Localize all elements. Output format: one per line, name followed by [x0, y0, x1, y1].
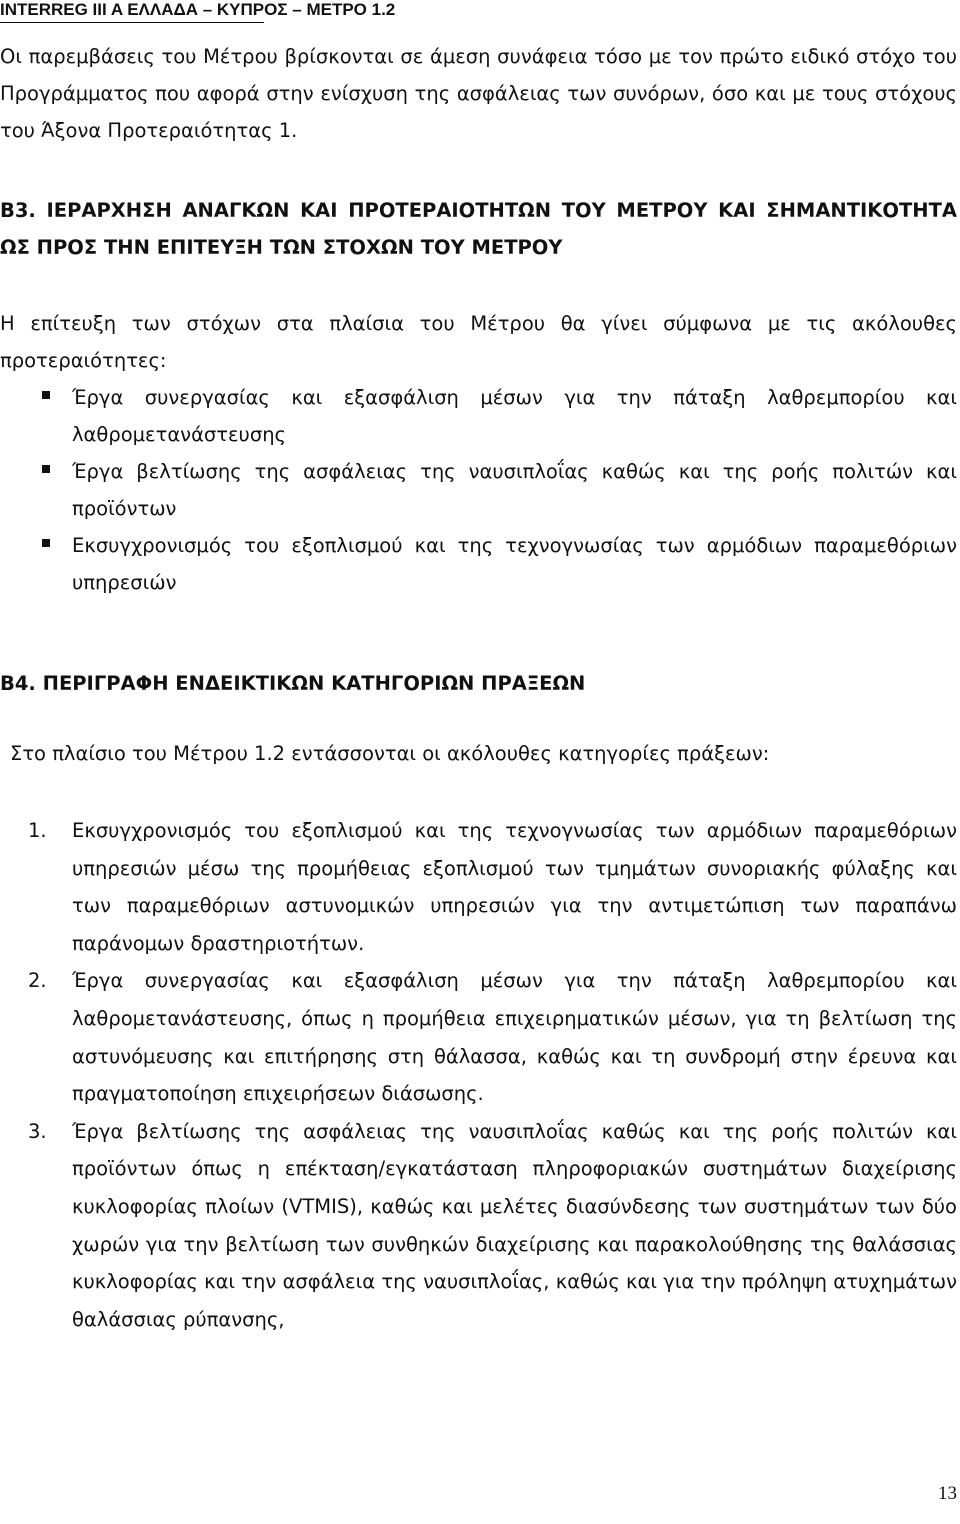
section-heading-b4: Β4. ΠΕΡΙΓΡΑΦΗ ΕΝΔΕΙΚΤΙΚΩΝ ΚΑΤΗΓΟΡΙΩΝ ΠΡΑΞΕΩΝ [0, 672, 586, 695]
list-item [0, 453, 957, 527]
page-number: 13 [938, 1483, 957, 1504]
bullet-text: Έργα συνεργασίας και εξασφάλιση μέσων για την πάταξη λαθρεμπορίου και λαθρομετανάστευσης [72, 386, 957, 446]
item-text: Εκσυγχρονισμός του εξοπλισμού και της τεχνογνωσίας των αρμόδιων παραμεθόριων υπηρεσιών μέσω της προμήθειας εξοπλισμού των τμημάτων συνοριακής φύλαξης και των παραμεθόριων αστυνομικών υπηρεσιών για την αντιμετώπιση των παραπάνω παράνομων δραστηριοτήτων. [72, 819, 957, 955]
b3-paragraph: Η επίτευξη των στόχων στα πλαίσια του Μέτρου θα γίνει σύμφωνα με τις ακόλουθες προτεραιότητες: [0, 312, 957, 372]
list-item [0, 527, 957, 601]
list-item [0, 962, 957, 1112]
item-number: 1. [28, 819, 47, 842]
item-text: Έργα βελτίωσης της ασφάλειας της ναυσιπλοΐας καθώς και της ροής πολιτών και προϊόντων όπως η επέκταση/εγκατάσταση πληροφοριακών συστημάτων διαχείρισης κυκλοφορίας πλοίων (VTMIS), καθώς και μελέτες διασύνδεσης των συστημάτων των δύο χωρών για την βελτίωση των συνθηκών διαχείρισης και παρακολούθησης της θαλάσσιας κυκλοφορίας και την ασφάλεια της ναυσιπλοΐας, καθώς και για την πρόληψη ατυχημάτων θαλάσσιας ρύπανσης, [72, 1119, 957, 1331]
list-item [0, 812, 957, 962]
bullet-text: Εκσυγχρονισμός του εξοπλισμού και της τεχνογνωσίας των αρμόδιων παραμεθόριων υπηρεσιών [72, 534, 957, 594]
square-bullet-icon [42, 391, 50, 399]
b4-paragraph: Στο πλαίσιο του Μέτρου 1.2 εντάσσονται οι ακόλουθες κατηγορίες πράξεων: [10, 742, 770, 765]
priority-bullet-list [0, 379, 957, 601]
item-number: 2. [28, 969, 47, 993]
intro-paragraph: Οι παρεμβάσεις του Μέτρου βρίσκονται σε άμεση συνάφεια τόσο με τον πρώτο ειδικό στόχο του Προγράμματος που αφορά στην ενίσχυση της ασφάλειας των συνόρων, όσο και με τους στόχους του Άξονα Προτεραιότητας 1. [0, 45, 957, 142]
item-number: 3. [28, 1119, 47, 1143]
square-bullet-icon [42, 539, 50, 547]
list-item [0, 1113, 957, 1339]
action-category-list [0, 812, 957, 1338]
item-text: Έργα συνεργασίας και εξασφάλιση μέσων για την πάταξη λαθρεμπορίου και λαθρομετανάστευσης, όπως η προμήθεια επιχειρηματικών μέσων, για τη βελτίωση της αστυνόμευσης και επιτήρησης στη θάλασσα, καθώς και τη συνδρομή στην έρευνα και πραγματοποίηση επιχειρήσεων διάσωσης. [72, 969, 957, 1106]
bullet-text: Έργα βελτίωσης της ασφάλειας της ναυσιπλοΐας καθώς και της ροής πολιτών και προϊόντων [72, 460, 957, 520]
square-bullet-icon [42, 465, 50, 473]
running-header: INTERREG III A ΕΛΛΑΔΑ – ΚΥΠΡΟΣ – ΜΕΤΡΟ 1.2 [0, 0, 264, 23]
list-item [0, 379, 957, 453]
section-heading-b3: Β3. ΙΕΡΑΡΧΗΣΗ ΑΝΑΓΚΩΝ ΚΑΙ ΠΡΟΤΕΡΑΙΟΤΗΤΩΝ ΤΟΥ ΜΕΤΡΟΥ ΚΑΙ ΣΗΜΑΝΤΙΚΟΤΗΤΑ ΩΣ ΠΡΟΣ ΤΗΝ ΕΠΙΤΕΥΞΗ ΤΩΝ ΣΤΟΧΩΝ ΤΟΥ ΜΕΤΡΟΥ [0, 199, 957, 259]
